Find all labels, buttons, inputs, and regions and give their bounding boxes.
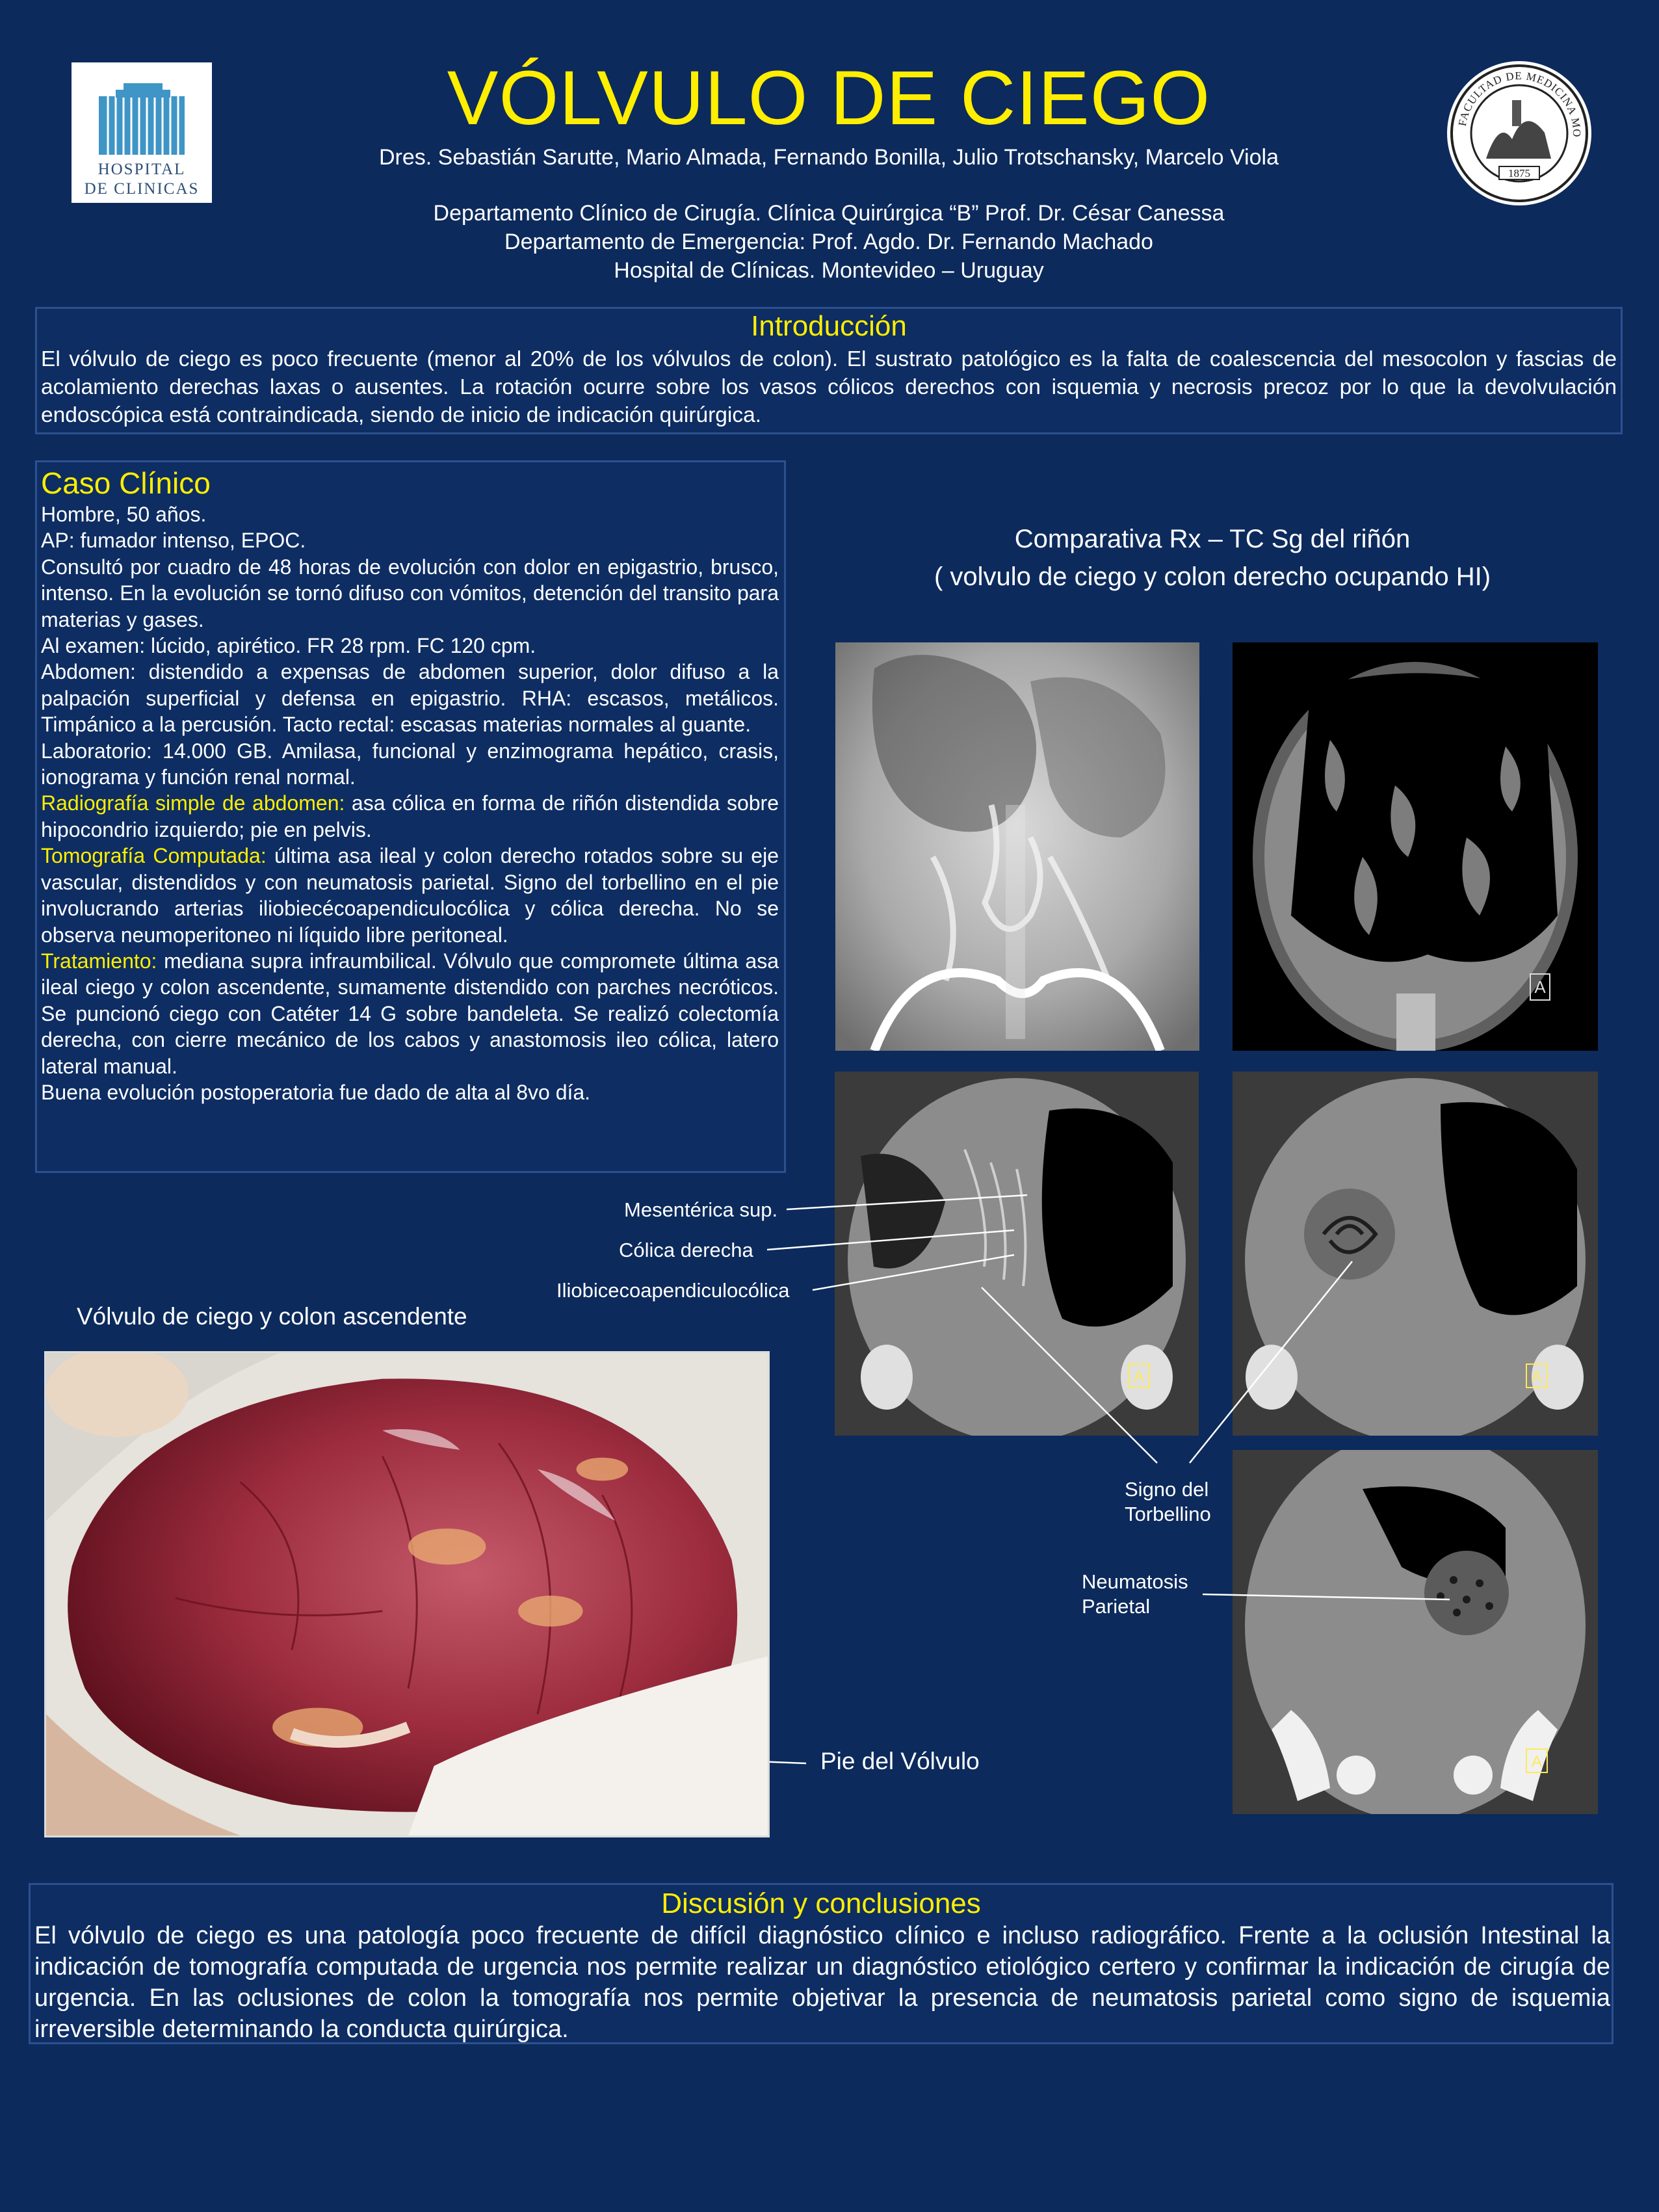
seal-year: 1875 [1508, 167, 1530, 179]
case-paragraph-tc [41, 843, 779, 948]
discussion-title: Discusión y conclusiones [661, 1888, 981, 1919]
affiliation-3: Hospital de Clínicas. Montevideo – Uruguay [614, 258, 1044, 283]
case-paragraph: Al examen: lúcido, apirético. FR 28 rpm. FC 120 cpm. [41, 634, 536, 658]
label-colica: Cólica derecha [619, 1239, 753, 1261]
tx-label: Tratamiento: [41, 949, 157, 973]
tc-label: Tomografía Computada: [41, 844, 267, 868]
affiliation-2: Departamento de Emergencia: Prof. Agdo. Dr. Fernando Machado [504, 230, 1153, 254]
ct-marker: A [1531, 1753, 1543, 1771]
intro-title: Introducción [751, 310, 907, 342]
ct-marker: A [1534, 977, 1546, 997]
ct-scan-coronal-3 [1233, 1072, 1598, 1436]
label-signo-line-2: Torbellino [1125, 1503, 1211, 1525]
label-neumatosis-line-1: Neumatosis [1082, 1570, 1188, 1593]
affiliations [247, 199, 1411, 285]
case-paragraph: AP: fumador intenso, EPOC. [41, 529, 306, 553]
case-paragraph: Laboratorio: 14.000 GB. Amilasa, funcional y enzimograma hepático, crasis, ionograma y función renal normal. [41, 739, 779, 789]
tx-text: mediana supra infraumbilical. Vólvulo que compromete última asa ileal ciego y colon ascendente, sumamente distendido con parches necróticos. Se puncionó ciego con Catéter 14 G sobre bandeleta. Se realizó colectomía derecha, con cierre mecánico de los cabos y anastomosis ileo cólica, latero lateral manual. [41, 949, 779, 1078]
poster-title: VÓLVULO DE CIEGO [447, 55, 1211, 141]
ct-scan-coronal-2 [835, 1072, 1199, 1436]
ct-marker: A [1531, 1368, 1543, 1386]
label-signo-torbellino [1125, 1477, 1211, 1527]
comparison-title [806, 520, 1619, 596]
surgical-photo [44, 1351, 770, 1837]
tc-text: última asa ileal y colon derecho rotados sobre su eje vascular, distendidos y con neumatosis parietal. Signo del torbellino en el pie involucrando arterias iliobiecécoapendiculocólica y cólica derecha. No se observa neumoperitoneo ni líquido libre peritoneal. [41, 844, 779, 947]
case-paragraph-rx [41, 790, 779, 843]
photo-caption: Vólvulo de ciego y colon ascendente [77, 1303, 467, 1330]
label-ileobicecal: Iliobicecoapendiculocólica [556, 1279, 790, 1302]
seal-emblem-icon [1447, 61, 1591, 205]
rx-label: Radiografía simple de abdomen: [41, 791, 345, 815]
rx-text: asa cólica en forma de riñón distendida sobre hipocondrio izquierdo; pie en pelvis. [41, 791, 779, 841]
case-paragraph: Consultó por cuadro de 48 horas de evolución con dolor en epigastrio, brusco, intenso. En la evolución se tornó difuso con vómitos, detención del transito para materias y gases. [41, 555, 779, 631]
case-title: Caso Clínico [41, 466, 211, 500]
authors: Dres. Sebastián Sarutte, Mario Almada, Fernando Bonilla, Julio Trotschansky, Marcelo Viola [379, 145, 1279, 170]
discussion-text: El vólvulo de ciego es una patología poco frecuente de difícil diagnóstico clínico e incluso radiográfico. Frente a la oclusión Intestinal la indicación de tomografía computada de urgencia nos permite realizar un diagnóstico etiológico certero y confirmar la indicación de cirugía de urgencia. En las oclusiones de colon la tomografía nos permite objetivar la presencia de neumatosis parietal como signo de isquemia irreversible determinando la conducta quirúrgica. [34, 1922, 1610, 2043]
label-pie-volvulo: Pie del Vólvulo [820, 1748, 980, 1774]
ct-scan-coronal-4 [1233, 1450, 1598, 1814]
case-body [41, 501, 779, 1105]
label-neumatosis [1082, 1570, 1188, 1619]
seal-text: FACULTAD DE MEDICINA MO [1456, 69, 1584, 138]
comparison-title-line-2: ( volvulo de ciego y colon derecho ocupando HI) [934, 562, 1491, 591]
abdominal-xray-image [835, 642, 1199, 1051]
label-mesenterica: Mesentérica sup. [624, 1198, 778, 1221]
discussion-section [29, 1883, 1613, 2044]
intro-text: El vólvulo de ciego es poco frecuente (menor al 20% de los vólvulos de colon). El sustrato patológico es la falta de coalescencia del mesocolon y fascias de acolamiento derechas laxas o ausentes. La rotación ocurre sobre los vasos cólicos derechos con isquemia y necrosis precoz por lo que la devolvulación endoscópica está contraindicada, siendo de inicio de indicación quirúrgica. [41, 347, 1617, 427]
case-paragraph-tx [41, 948, 779, 1079]
label-neumatosis-line-2: Parietal [1082, 1595, 1151, 1618]
case-paragraph: Buena evolución postoperatoria fue dado de alta al 8vo día. [41, 1080, 591, 1104]
label-signo-line-1: Signo del [1125, 1478, 1209, 1501]
comparison-title-line-1: Comparativa Rx – TC Sg del riñón [1014, 525, 1411, 553]
intro-section [35, 307, 1623, 434]
faculty-seal [1447, 61, 1591, 205]
case-paragraph: Hombre, 50 años. [41, 503, 207, 526]
hospital-logo [72, 62, 212, 203]
ct-scan-coronal-1 [1233, 642, 1598, 1051]
case-paragraph: Abdomen: distendido a expensas de abdomen superior, dolor difuso a la palpación superficial y defensa en epigastrio. RHA: escasos, metálicos. Timpánico a la percusión. Tacto rectal: escasas materias normales al guante. [41, 660, 779, 737]
case-section [35, 460, 786, 1173]
logo-line-1: HOSPITAL [98, 161, 186, 178]
ct-marker: A [1133, 1368, 1145, 1386]
affiliation-1: Departamento Clínico de Cirugía. Clínica Quirúrgica “B” Prof. Dr. César Canessa [433, 201, 1225, 226]
logo-line-2: DE CLINICAS [84, 180, 200, 198]
hospital-building-icon [99, 77, 185, 155]
